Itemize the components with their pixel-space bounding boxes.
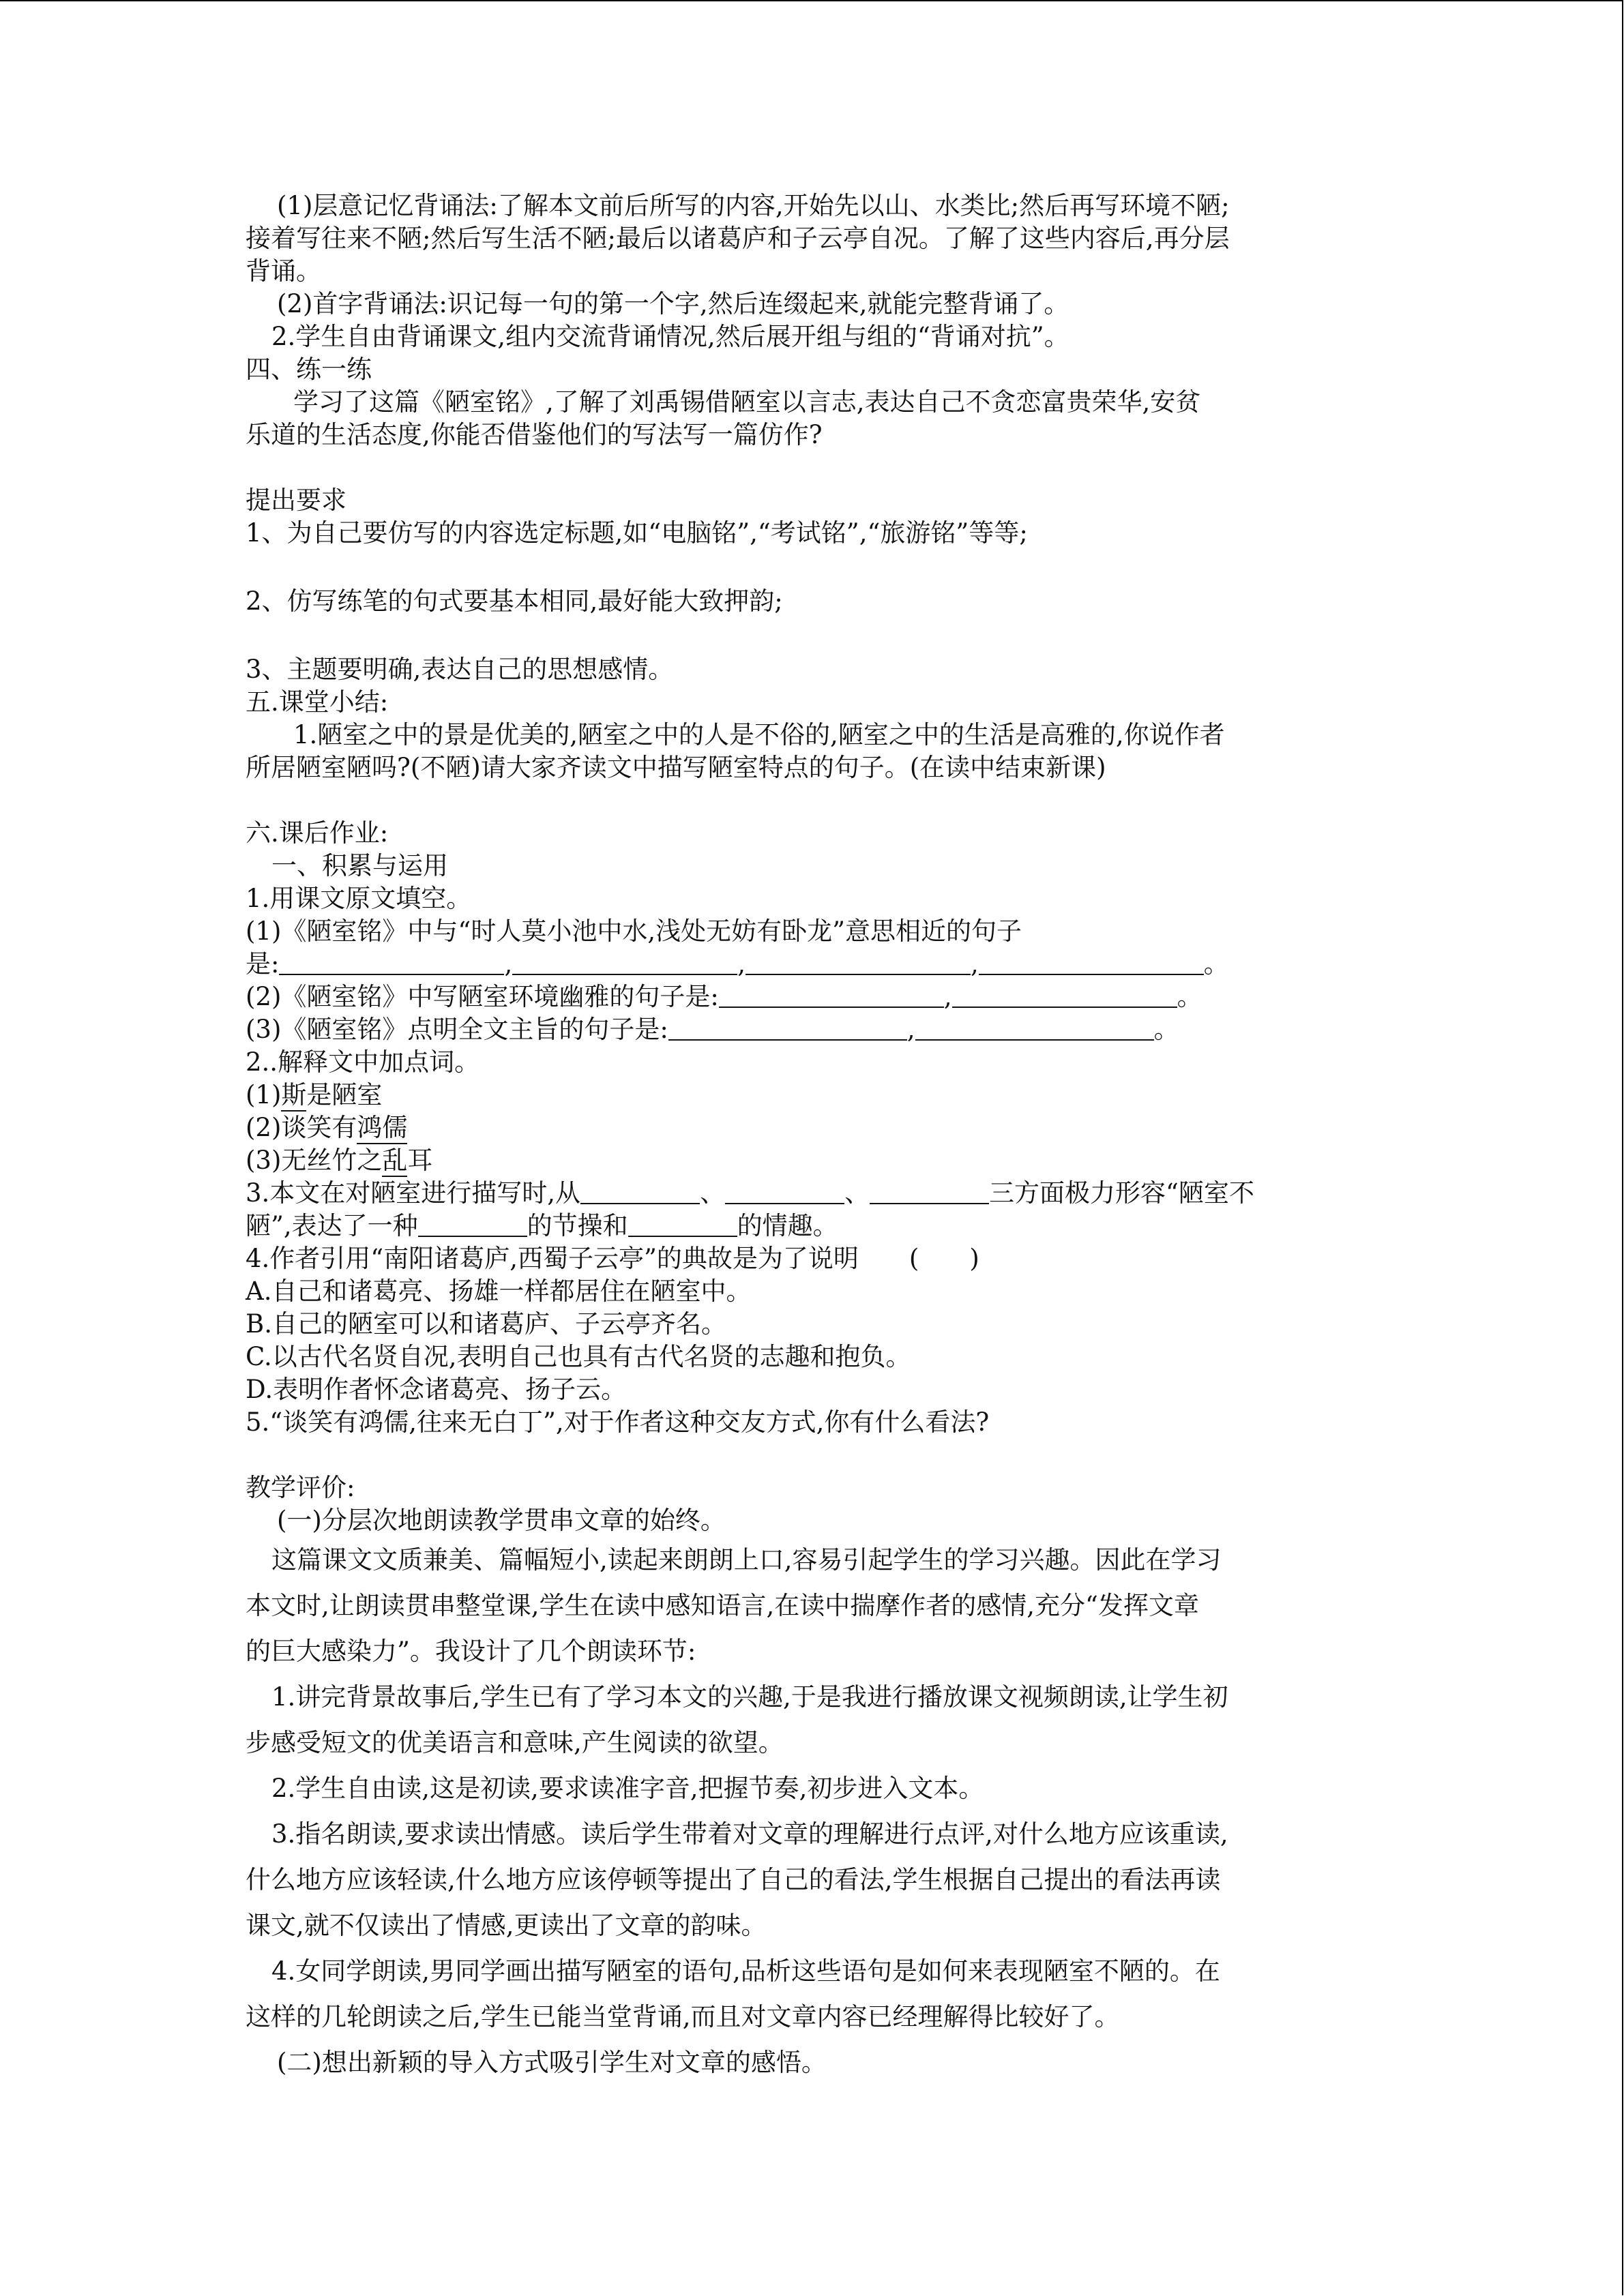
eval-step3-line2: 什么地方应该轻读,什么地方应该停顿等提出了自己的看法,学生根据自己提出的看法再读	[246, 1865, 1221, 1894]
answer-blank[interactable]	[512, 951, 737, 975]
section4-heading: 四、练一练	[246, 355, 372, 384]
dotted-word: 鸿儒	[357, 1113, 407, 1144]
eval-para-line2: 本文时,让朗读贯串整堂课,学生在读中感知语言,在读中揣摩作者的感情,充分“发挥文章	[246, 1591, 1199, 1620]
question-1-1-line1: (1)《陋室铭》中与“时人莫小池中水,浅处无妨有卧龙”意思相近的句子	[246, 916, 1022, 946]
homework-subheading: 一、积累与运用	[271, 851, 448, 880]
question-2-1: (1)斯是陋室	[246, 1079, 1386, 1112]
answer-blank[interactable]	[418, 1212, 527, 1237]
document-body	[246, 190, 1386, 2085]
summary-line1: 1.陋室之中的景是优美的,陋室之中的人是不俗的,陋室之中的生活是高雅的,你说作者	[293, 720, 1225, 749]
section4-para-line1: 学习了这篇《陋室铭》,了解了刘禹锡借陋室以言志,表达自己不贪恋富贵荣华,安贫	[293, 387, 1201, 417]
method2: (2)首字背诵法:识记每一句的第一个字,然后连缀起来,就能完整背诵了。	[277, 289, 1069, 318]
question-2: 2..解释文中加点词。	[246, 1047, 480, 1077]
question-1-3: (3)《陋室铭》点明全文主旨的句子是: , 。	[246, 1015, 1179, 1044]
requirement-1: 1、为自己要仿写的内容选定标题,如“电脑铭”,“考试铭”,“旅游铭”等等;	[246, 518, 1028, 548]
eval-step4-line1: 4.女同学朗读,男同学画出描写陋室的语句,品析这些语句是如何来表现陋室不陋的。在	[271, 1956, 1220, 1986]
answer-blank[interactable]	[580, 1180, 700, 1204]
eval-para-line3: 的巨大感染力”。我设计了几个朗读环节:	[246, 1637, 696, 1666]
requirement-2: 2、仿写练笔的句式要基本相同,最好能大致押韵;	[246, 586, 783, 616]
method1-line2: 接着写往来不陋;然后写生活不陋;最后以诸葛庐和子云亭自况。了解了这些内容后,再分层	[246, 224, 1230, 253]
answer-blank[interactable]	[979, 951, 1204, 975]
eval-step3-line1: 3.指名朗读,要求读出情感。读后学生带着对文章的理解进行点评,对什么地方应该重读,	[271, 1819, 1228, 1849]
option-d: D.表明作者怀念诸葛亮、扬子云。	[246, 1375, 627, 1404]
answer-blank[interactable]	[279, 951, 504, 975]
question-2-2: (2)谈笑有鸿儒	[246, 1112, 1386, 1144]
evaluation-point-2: (二)想出新颖的导入方式吸引学生对文章的感悟。	[277, 2048, 827, 2077]
option-a: A.自己和诸葛亮、扬雄一样都居住在陋室中。	[246, 1277, 752, 1306]
question-3-line2: 陋”,表达了一种 的节操和 的情趣。	[246, 1211, 838, 1240]
eval-para-line1: 这篇课文文质兼美、篇幅短小,读起来朗朗上口,容易引起学生的学习兴趣。因此在学习	[271, 1545, 1222, 1575]
method1-line1: (1)层意记忆背诵法:了解本文前后所写的内容,开始先以山、水类比;然后再写环境不陋;	[277, 191, 1230, 220]
answer-blank[interactable]	[725, 1180, 844, 1204]
eval-step1-line1: 1.讲完背景故事后,学生已有了学习本文的兴趣,于是我进行播放课文视频朗读,让学生初	[271, 1682, 1228, 1712]
option-b: B.自己的陋室可以和诸葛庐、子云亭齐名。	[246, 1309, 726, 1339]
eval-step1-line2: 步感受短文的优美语言和意味,产生阅读的欲望。	[246, 1728, 784, 1757]
section6-heading: 六.课后作业:	[246, 818, 389, 848]
answer-blank[interactable]	[745, 951, 971, 975]
question-3-line1: 3.本文在对陋室进行描写时,从 、 、 三方面极力形容“陋室不	[246, 1178, 1254, 1208]
question-2-3: (3)无丝竹之乱耳	[246, 1144, 1386, 1177]
question-5: 5.“谈笑有鸿儒,往来无白丁”,对于作者这种交友方式,你有什么看法?	[246, 1407, 990, 1437]
method1-line3: 背诵。	[246, 256, 321, 286]
recite-item2: 2.学生自由背诵课文,组内交流背诵情况,然后展开组与组的“背诵对抗”。	[271, 322, 1069, 351]
eval-step4-line2: 这样的几轮朗读之后,学生已能当堂背诵,而且对文章内容已经理解得比较好了。	[246, 2002, 1120, 2031]
answer-blank[interactable]	[628, 1212, 737, 1237]
answer-blank[interactable]	[668, 1016, 907, 1041]
question-1-2: (2)《陋室铭》中写陋室环境幽雅的句子是: , 。	[246, 982, 1202, 1011]
dotted-word: 斯	[281, 1080, 306, 1112]
section5-heading: 五.课堂小结:	[246, 687, 389, 717]
answer-blank[interactable]	[952, 983, 1177, 1008]
requirements-heading: 提出要求	[246, 486, 346, 515]
section4-para-line2: 乐道的生活态度,你能否借鉴他们的写法写一篇仿作?	[246, 420, 823, 449]
option-c: C.以古代名贤自况,表明自己也具有古代名贤的志趣和抱负。	[246, 1342, 911, 1371]
evaluation-heading: 教学评价:	[246, 1473, 355, 1502]
question-1-1-line2: 是: , , , 。	[246, 949, 1229, 979]
summary-line2: 所居陋室陋吗?(不陋)请大家齐读文中描写陋室特点的句子。(在读中结束新课)	[246, 753, 1106, 782]
eval-step2: 2.学生自由读,这是初读,要求读准字音,把握节奏,初步进入文本。	[271, 1774, 984, 1803]
question-4: 4.作者引用“南阳诸葛庐,西蜀子云亭”的典故是为了说明 ( )	[246, 1244, 979, 1273]
eval-step3-line3: 课文,就不仅读出了情感,更读出了文章的韵味。	[246, 1911, 767, 1940]
answer-blank[interactable]	[915, 1016, 1154, 1041]
requirement-3: 3、主题要明确,表达自己的思想感情。	[246, 655, 674, 684]
evaluation-point-1: (一)分层次地朗读教学贯串文章的始终。	[277, 1506, 726, 1535]
dotted-word: 乱	[382, 1146, 407, 1177]
answer-blank[interactable]	[719, 983, 944, 1008]
answer-blank[interactable]	[870, 1180, 989, 1204]
question-1: 1.用课文原文填空。	[246, 884, 472, 913]
